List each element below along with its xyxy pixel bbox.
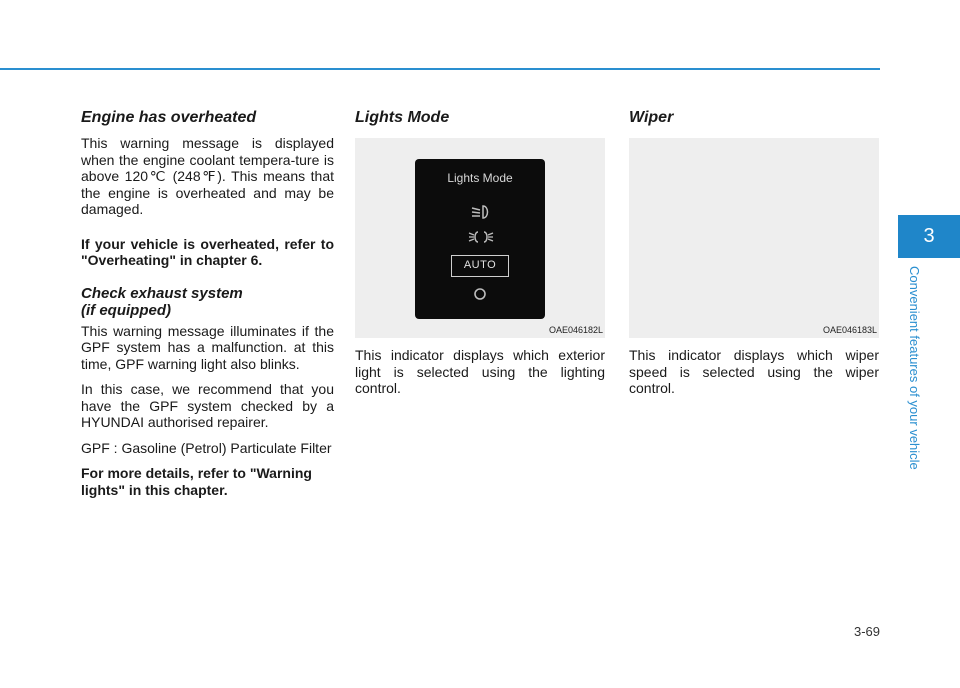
chapter-tab: 3 bbox=[898, 215, 960, 258]
figure-code: OAE046183L bbox=[822, 325, 877, 335]
low-beam-icon bbox=[470, 205, 492, 219]
paragraph-overheated: This warning message is displayed when the engine coolant tempera-ture is above 120℃ (248℉). This means that the engine is overheated and may be damaged. bbox=[81, 135, 334, 217]
column-right bbox=[629, 108, 879, 406]
heading-check-exhaust bbox=[81, 285, 334, 319]
paragraph-gpf-repairer: In this case, we recommend that you have the GPF system checked by a HYUNDAI authorised repairer. bbox=[81, 381, 334, 430]
lcd-title: Lights Mode bbox=[447, 171, 513, 185]
lcd-display bbox=[415, 159, 545, 319]
figure-lights-mode bbox=[355, 138, 605, 338]
heading-check-exhaust-line2: (if equipped) bbox=[81, 301, 171, 319]
paragraph-gpf-malfunction: This warning message illuminates if the GPF system has a malfunction. at this time, GPF warning light also blinks. bbox=[81, 322, 334, 372]
column-middle bbox=[355, 108, 605, 406]
tail-light-icon bbox=[467, 230, 495, 244]
paragraph-overheated-refer: If your vehicle is overheated, refer to "Overheating" in chapter 6. bbox=[81, 235, 334, 268]
heading-wiper: Wiper bbox=[629, 109, 674, 126]
page-number: 3-69 bbox=[853, 624, 880, 639]
paragraph-gpf-definition: GPF : Gasoline (Petrol) Particulate Filter bbox=[81, 439, 332, 456]
chapter-title: Convenient features of your vehicle bbox=[907, 266, 922, 470]
paragraph-warning-lights-refer: For more details, refer to "Warning lights" in this chapter. bbox=[81, 465, 312, 498]
heading-engine-overheated: Engine has overheated bbox=[81, 109, 257, 126]
paragraph-wiper: This indicator displays which wiper speed is selected using the wiper control. bbox=[629, 347, 879, 396]
figure-wiper bbox=[629, 138, 879, 338]
column-left bbox=[81, 108, 334, 507]
paragraph-lights-mode: This indicator displays which exterior light is selected using the lighting control. bbox=[355, 347, 605, 396]
header-rule bbox=[0, 68, 880, 70]
off-icon bbox=[473, 287, 487, 301]
heading-check-exhaust-line1: Check exhaust system bbox=[81, 284, 243, 302]
heading-lights-mode: Lights Mode bbox=[355, 109, 450, 126]
figure-code: OAE046182L bbox=[548, 325, 603, 335]
lcd-auto-selected: AUTO bbox=[451, 255, 509, 277]
